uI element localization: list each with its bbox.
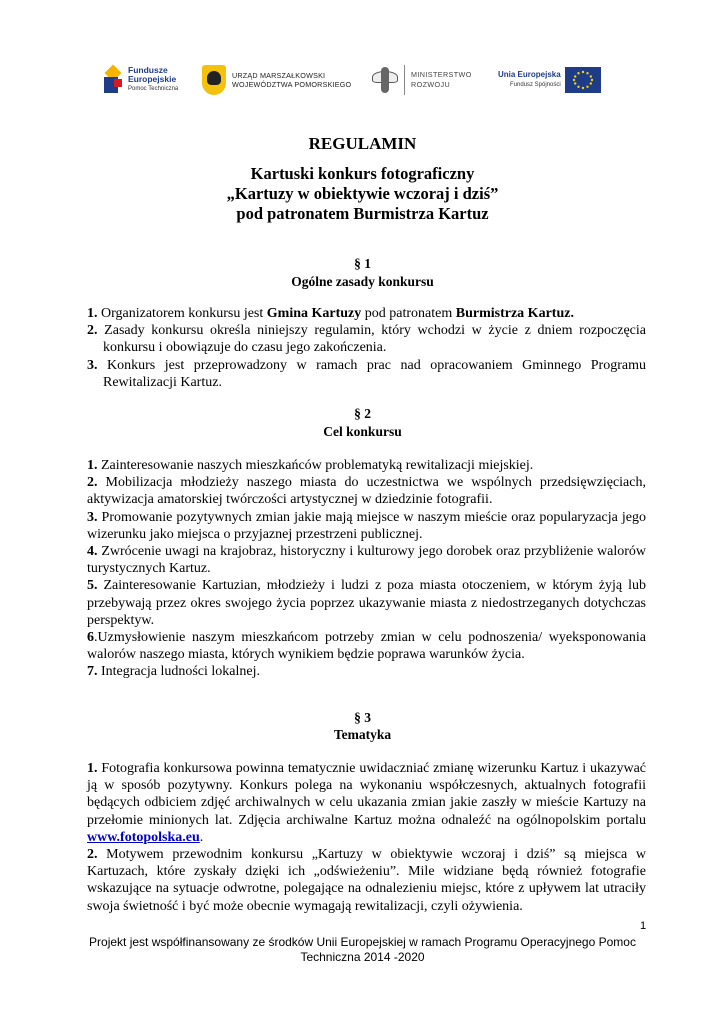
eu-flag-icon [565, 67, 601, 93]
document-title: REGULAMIN [308, 134, 417, 153]
ue-logo-line2: Fundusz Spójności [509, 82, 561, 88]
list-item: 6.Uzmysłowienie naszym mieszkańcom potrzeby zmian w celu podnoszenia/ wyeksponowania walorów naszego miasta, których wynikiem będzie poprawa warunków życia. [87, 630, 646, 663]
footer-line2: Techniczna 2014 -2020 [300, 950, 425, 964]
section-3-title: Tematyka [333, 727, 392, 742]
section-1-title: Ogólne zasady konkursu [291, 274, 434, 289]
section-3-text [87, 760, 646, 915]
section-2-title: Cel konkursu [323, 424, 402, 439]
section-3-symbol: § 3 [354, 710, 371, 725]
mr-logo-line1: MINISTERSTWO [411, 70, 472, 79]
list-item: 5. Zainteresowanie Kartuzian, młodzieży i ludzi z poza miasta otoczeniem, w którym żyją lub przebywają przez okres swojego życia poprzez ukazywanie miasta z niedostrzeganych dotychczas perspektyw. [87, 578, 646, 628]
ministerstwo-rozwoju-logo [372, 62, 472, 98]
fotopolska-link[interactable]: www.fotopolska.eu [87, 829, 200, 845]
logo-bar [104, 62, 612, 98]
list-item: 4. Zwrócenie uwagi na krajobraz, historyczny i kulturowy jego dorobek oraz przybliżenie walorów turystycznych Kartuz. [87, 544, 646, 577]
section-1-symbol: § 1 [354, 256, 371, 271]
fundusze-europejskie-logo [104, 62, 178, 98]
contest-title-line2: „Kartuzy w obiektywie wczoraj i dziś” [226, 184, 499, 203]
urzad-marszalkowski-logo [202, 62, 351, 98]
page-number: 1 [640, 920, 647, 932]
um-logo-line1: URZĄD MARSZAŁKOWSKI [232, 71, 326, 80]
list-item: 2. Mobilizacja młodzieży naszego miasta do uczestnictwa we wspólnych przedsięwzięciach, aktywizacja amatorskiej twórczości artystycznej w dziedzinie fotografii. [87, 475, 646, 508]
list-item: 3. Konkurs jest przeprowadzony w ramach prac nad opracowaniem Gminnego Programu Rewitalizacji Kartuz. [87, 357, 646, 390]
section-2-list [87, 457, 646, 681]
list-item: 1. Organizatorem konkursu jest Gmina Kartuzy pod patronatem Burmistrza Kartuz. [87, 306, 574, 321]
fe-logo-line2: Europejskie [128, 74, 177, 84]
list-item: 1. Zainteresowanie naszych mieszkańców problematyką rewitalizacji miejskiej. [87, 458, 534, 473]
list-item: 7. Integracja ludności lokalnej. [87, 664, 260, 680]
fe-logo-line3: Pomoc Techniczna [128, 86, 179, 92]
unia-europejska-logo [498, 62, 601, 98]
contest-title-line1: Kartuski konkurs fotograficzny [250, 164, 475, 183]
footer-line1: Projekt jest współfinansowany ze środków Unii Europejskiej w ramach Programu Operacyjnego Pomoc [89, 935, 636, 949]
fe-emblem-icon [104, 65, 124, 95]
list-item: 2. Zasady konkursu określa niniejszy regulamin, który wchodzi w życie z dniem rozpoczęcia konkursu i obowiązuje do czasu jego zakończenia. [87, 323, 646, 356]
section-1-list [87, 305, 646, 391]
fe-logo-line1: Fundusze [128, 65, 168, 75]
section-2-symbol: § 2 [354, 406, 371, 421]
paragraph: 1. Fotografia konkursowa powinna tematycznie uwidaczniać zmianę wizerunku Kartuz i ukazywać ją w sposób pozytywny. Konkurs polega na wykonaniu współczesnych, aktualnych fotografii będących odbiciem zdjęć archiwalnych w celu ukazania zmian jakie zaszły w mieście Kartuzy na przełomie minionych lat. Zdjęcia archiwalne Kartuz można odnaleźć na ogólnopolskim portalu www.fotopolska.eu. [87, 761, 646, 845]
pomorskie-coat-of-arms-icon [202, 65, 226, 95]
eagle-emblem-icon [372, 65, 398, 95]
page-footer [80, 935, 645, 965]
paragraph: 2. Motywem przewodnim konkursu „Kartuzy w obiektywie wczoraj i dziś” są miejsca w Kartuzach, które zyskały dzięki ich „odświeżeniu”. Mile widziane będą również fotografie wskazujące na sytuacje odwrotne, polegające na odnalezieniu miejsc, które z upływem lat utraciły swoja świetność i być może obecnie wymagają rewitalizacji, czyli ożywienia. [87, 847, 646, 914]
um-logo-line2: WOJEWÓDZTWA POMORSKIEGO [232, 80, 352, 89]
ue-logo-line1: Unia Europejska [498, 70, 561, 79]
logo-divider [404, 65, 405, 95]
list-item: 3. Promowanie pozytywnych zmian jakie mają miejsce w naszym mieście oraz popularyzacja jego wizerunku jako miejsca o przyjaznej przestrzeni publicznej. [87, 509, 646, 542]
contest-title-line3: pod patronatem Burmistrza Kartuz [236, 204, 489, 223]
mr-logo-line2: ROZWOJU [411, 80, 451, 89]
